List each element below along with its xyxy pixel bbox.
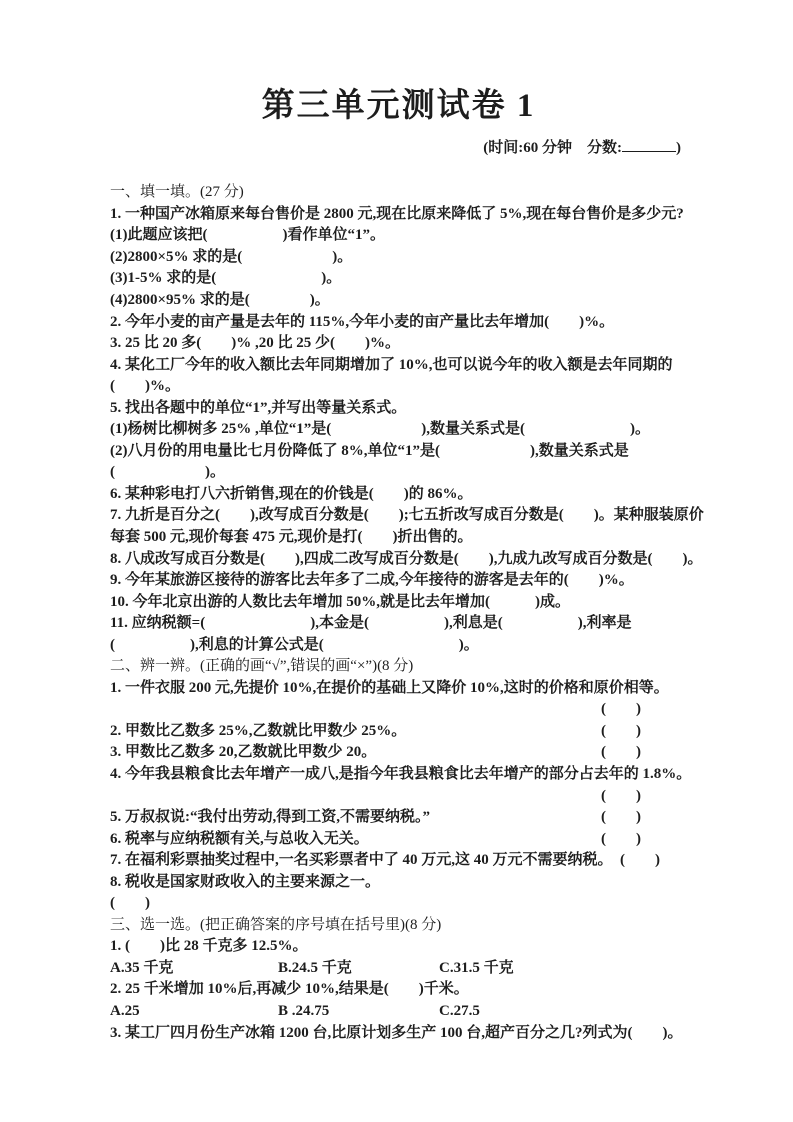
section-heading: 三、选一选。(把正确答案的序号填在括号里)(8 分): [110, 916, 442, 933]
question-line: 3. 25 比 20 多( )% ,20 比 25 少( )%。: [110, 335, 400, 352]
option-b: B.24.5 千克: [278, 959, 352, 976]
judgment-line: [110, 721, 687, 743]
question-line: (2)八月份的用电量比七月份降低了 8%,单位“1”是( ),数量关系式是: [110, 442, 629, 459]
answer-paren: ( ): [601, 701, 641, 718]
option-a: A.25: [110, 1003, 140, 1020]
section-heading: 二、辨一辨。(正确的画“√”,错误的画“×”)(8 分): [110, 658, 414, 675]
question-text: 6. 税率与应纳税额有关,与总收入无关。: [110, 830, 369, 847]
answer-paren: ( ): [601, 722, 641, 739]
question-line: (2)2800×5% 求的是( )。: [110, 248, 353, 265]
answer-paren: ( ): [601, 830, 641, 847]
option-a: A.35 千克: [110, 959, 174, 976]
judgment-line: [110, 699, 687, 721]
answer-paren: ( ): [601, 744, 641, 761]
question-line: 8. 八成改写成百分数是( ),四成二改写成百分数是( ),九成九改写成百分数是( )。: [110, 550, 703, 567]
meta-close-paren: ): [676, 140, 681, 157]
question-line: 2. 25 千米增加 10%后,再减少 10%,结果是( )千米。: [110, 981, 469, 998]
question-line: (1)此题应该把( )看作单位“1”。: [110, 227, 385, 244]
judgment-line: [110, 786, 687, 808]
question-list: [110, 182, 704, 1044]
page-title: 第三单元测试卷 1: [261, 88, 536, 124]
option-b: B .24.75: [278, 1003, 330, 1020]
option-c: C.31.5 千克: [439, 959, 514, 976]
question-text: 2. 甲数比乙数多 25%,乙数就比甲数少 25%。: [110, 722, 407, 739]
question-line: 2. 今年小麦的亩产量是去年的 115%,今年小麦的亩产量比去年增加( )%。: [110, 313, 615, 330]
question-line: 1. 一件衣服 200 元,先提价 10%,在提价的基础上又降价 10%,这时的价格和原价相等。: [110, 679, 669, 696]
question-line: 4. 今年我县粮食比去年增产一成八,是指今年我县粮食比去年增产的部分占去年的 1.8%。: [110, 766, 692, 783]
answer-paren: ( ): [601, 787, 641, 804]
question-line: ( )%。: [110, 378, 180, 395]
question-line: (4)2800×95% 求的是( )。: [110, 291, 330, 308]
option-c: C.27.5: [439, 1003, 480, 1020]
meta-text: (时间:60 分钟 分数:: [483, 140, 622, 157]
judgment-line: [110, 829, 687, 851]
question-line: 1. 一种国产冰箱原来每台售价是 2800 元,现在比原来降低了 5%,现在每台售价是多少元?: [110, 205, 684, 222]
question-line: ( ): [110, 895, 150, 912]
question-line: 10. 今年北京出游的人数比去年增加 50%,就是比去年增加( )成。: [110, 593, 570, 610]
question-text: 5. 万叔叔说:“我付出劳动,得到工资,不需要纳税。”: [110, 809, 430, 826]
question-line: ( ),利息的计算公式是( )。: [110, 636, 479, 653]
question-text: 3. 甲数比乙数多 20,乙数就比甲数少 20。: [110, 744, 377, 761]
question-line: 6. 某种彩电打八六折销售,现在的价钱是( )的 86%。: [110, 485, 473, 502]
time-score-line: [110, 136, 687, 157]
question-line: 3. 某工厂四月份生产冰箱 1200 台,比原计划多生产 100 台,超产百分之几?列式为( )。: [110, 1024, 683, 1041]
score-blank-line: [622, 137, 676, 152]
options-row: [110, 958, 687, 980]
question-line: (1)杨树比柳树多 25% ,单位“1”是( ),数量关系式是( )。: [110, 421, 650, 438]
judgment-line: [110, 742, 687, 764]
options-row: [110, 1001, 687, 1023]
section-heading: 一、填一填。(27 分): [110, 184, 244, 201]
judgment-line: [110, 807, 687, 829]
question-line: ( )。: [110, 464, 225, 481]
question-line: 每套 500 元,现价每套 475 元,现价是打( )折出售的。: [110, 529, 473, 545]
question-line: 7. 九折是百分之( ),改写成百分数是( );七五折改写成百分数是( )。某种服装原价: [110, 507, 704, 524]
question-line: 11. 应纳税额=( ),本金是( ),利息是( ),利率是: [110, 615, 632, 632]
question-line: 8. 税收是国家财政收入的主要来源之一。: [110, 873, 381, 890]
answer-paren: ( ): [601, 809, 641, 826]
question-line: 1. ( )比 28 千克多 12.5%。: [110, 938, 308, 955]
question-line: 5. 找出各题中的单位“1”,并写出等量关系式。: [110, 399, 407, 416]
question-line: (3)1-5% 求的是( )。: [110, 270, 342, 287]
question-line: 9. 今年某旅游区接待的游客比去年多了二成,今年接待的游客是去年的( )%。: [110, 572, 634, 589]
question-line: 7. 在福利彩票抽奖过程中,一名买彩票者中了 40 万元,这 40 万元不需要纳税。 ( ): [110, 852, 660, 869]
question-line: 4. 某化工厂今年的收入额比去年同期增加了 10%,也可以说今年的收入额是去年同期的: [110, 356, 673, 373]
